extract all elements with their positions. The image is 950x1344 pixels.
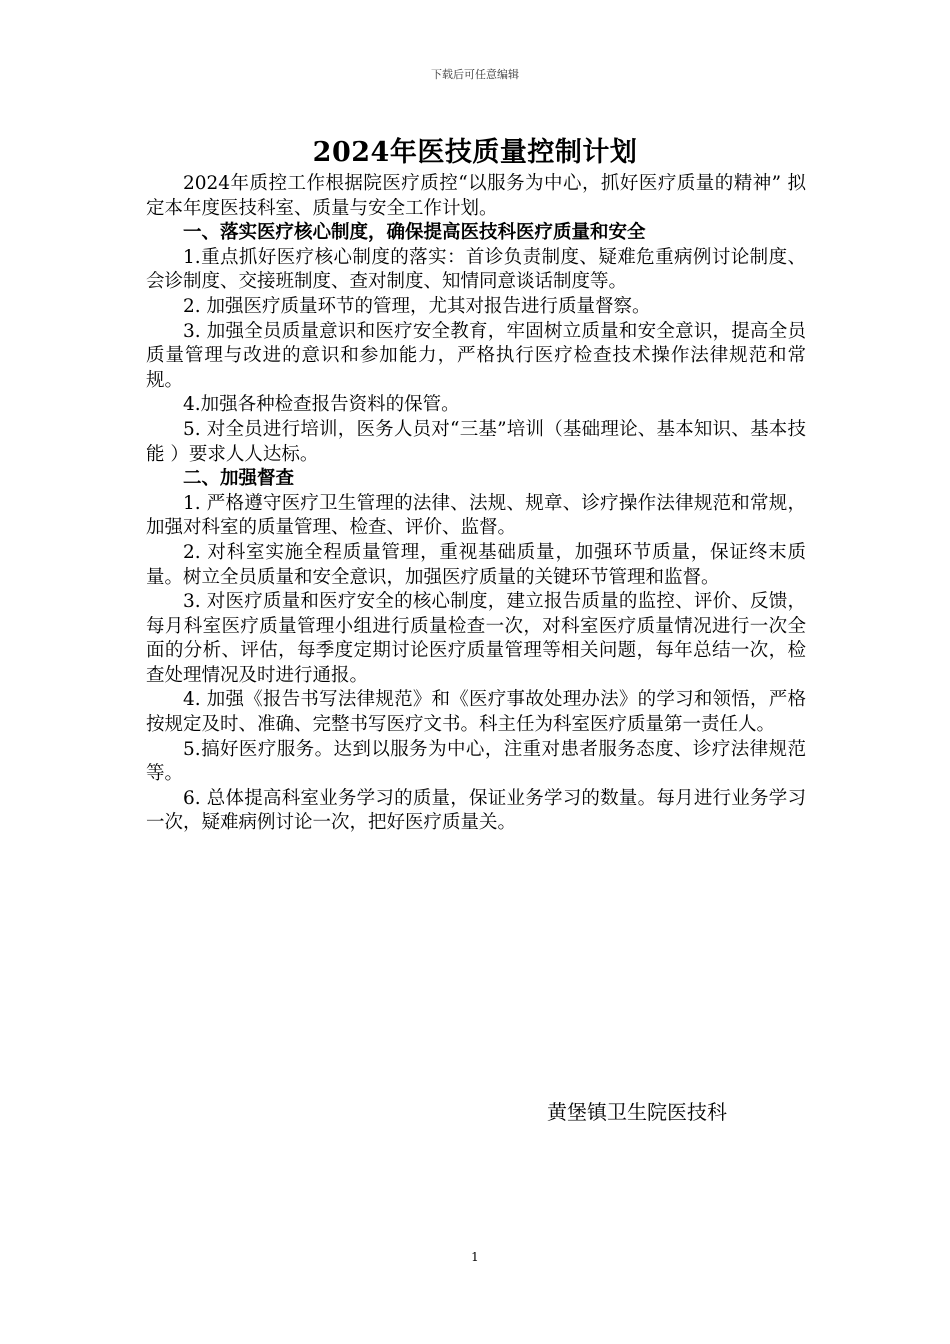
intro-paragraph: 2024年质控工作根据院医疗质控“以服务为中心，抓好医疗质量的精神” 拟定本年度医技科室、质量与安全工作计划。: [146, 173, 806, 219]
list-item: 2. 加强医疗质量环节的管理，尤其对报告进行质量督察。: [183, 295, 651, 317]
list-item: 1. 严格遵守医疗卫生管理的法律、法规、规章、诊疗操作法律规范和常规，加强对科室的质量管理、检查、评价、监督。: [146, 492, 806, 539]
list-item: 3. 加强全员质量意识和医疗安全教育，牢固树立质量和安全意识，提高全员质量管理与改进的意识和参加能力，严格执行医疗检查技术操作法律规范和常规。: [146, 320, 806, 391]
signature: 黄堡镇卫生院医技科: [547, 1100, 727, 1124]
section-heading-1: 一、落实医疗核心制度，确保提高医技科医疗质量和安全: [183, 222, 646, 244]
list-item: 4.加强各种检查报告资料的保管。: [183, 394, 460, 416]
list-item: 6. 总体提高科室业务学习的质量，保证业务学习的数量。每月进行业务学习一次，疑难病例讨论一次，把好医疗质量关。: [146, 787, 806, 834]
list-item: 5.搞好医疗服务。达到以服务为中心，注重对患者服务态度、诊疗法律规范等。: [146, 738, 806, 785]
section-heading-2: 二、加强督查: [183, 468, 295, 490]
list-item: 5. 对全员进行培训，医务人员对“三基”培训（基础理论、基本知识、基本技能 ）要求人人达标。: [146, 418, 806, 465]
list-item: 1.重点抓好医疗核心制度的落实：首诊负责制度、疑难危重病例讨论制度、会诊制度、交接班制度、查对制度、知情同意谈话制度等。: [146, 246, 806, 293]
document-body: [146, 172, 806, 836]
list-item: 2. 对科室实施全程质量管理，重视基础质量，加强环节质量，保证终末质量。树立全员质量和安全意识，加强医疗质量的关键环节管理和监督。: [146, 541, 806, 588]
list-item: 3. 对医疗质量和医疗安全的核心制度，建立报告质量的监控、评价、反馈，每月科室医疗质量管理小组进行质量检查一次，对科室医疗质量情况进行一次全面的分析、评估，每季度定期讨论医疗质量管理等相关问题，每年总结一次，检查处理情况及时进行通报。: [146, 591, 806, 686]
list-item: 4. 加强《报告书写法律规范》和《医疗事故处理办法》的学习和领悟，严格按规定及时、准确、完整书写医疗文书。科主任为科室医疗质量第一责任人。: [146, 689, 806, 736]
page-title: 2024年医技质量控制计划: [312, 137, 638, 168]
header-note: 下载后可任意编辑: [431, 68, 519, 81]
page-number: 1: [471, 1250, 479, 1264]
